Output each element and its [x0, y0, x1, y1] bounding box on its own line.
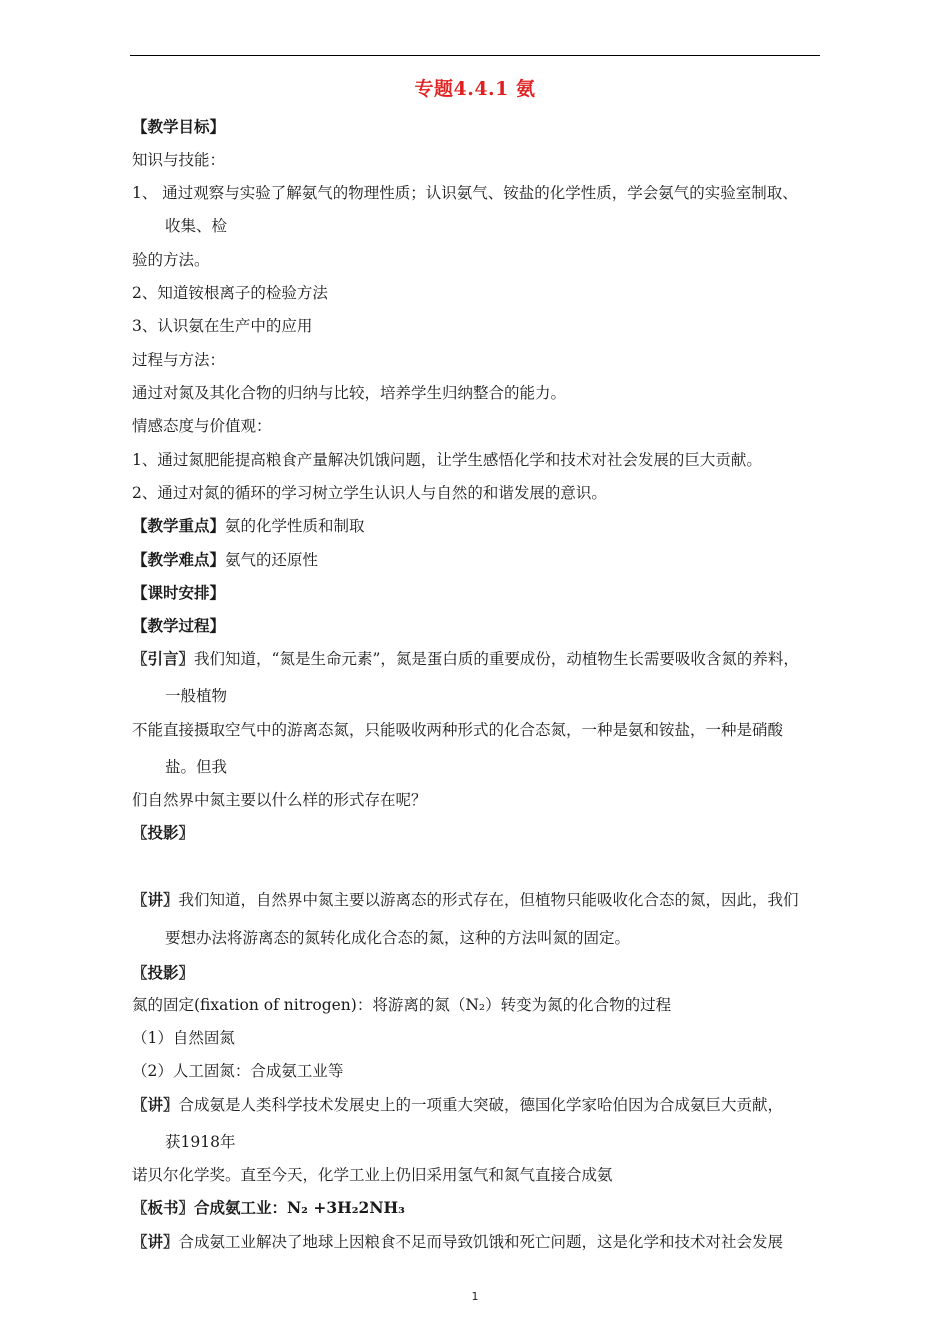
text-line — [132, 1028, 235, 1048]
text-line — [132, 383, 566, 403]
text-line — [132, 649, 799, 669]
text-line — [132, 550, 318, 570]
line-text: 一般植物 — [165, 687, 228, 705]
text-line — [165, 686, 227, 706]
line-text: 盐。但我 — [165, 758, 228, 776]
line-text: 〖投影〗 — [132, 963, 195, 982]
text-line — [132, 416, 272, 436]
line-text: 合成氨是人类科学技术发展史上的一项重大突破，德国化学家哈伯因为合成氨巨大贡献， — [178, 1096, 784, 1114]
text-line — [132, 483, 607, 503]
line-text: 氮的固定(fixation of nitrogen)：将游离的氮（N₂）转变为氮的化合物的过程 — [132, 996, 672, 1014]
text-line — [132, 1165, 613, 1185]
line-text: 知识与技能： — [132, 151, 226, 169]
text-line — [132, 890, 799, 910]
line-text: 2、通过对氮的循环的学习树立学生认识人与自然的和谐发展的意识。 — [132, 484, 607, 502]
section-label: 〖引言〗 — [132, 649, 195, 668]
text-line — [132, 1061, 343, 1081]
line-text: 氨的化学性质和制取 — [225, 517, 365, 535]
line-text: 不能直接摄取空气中的游离态氮，只能吸收两种形式的化合态氮，一种是氨和铵盐，一种是硝酸 — [132, 721, 784, 739]
section-label: 【教学难点】 — [132, 550, 226, 569]
line-text: 们自然界中氮主要以什么样的形式存在呢？ — [132, 791, 427, 809]
text-line — [132, 283, 328, 303]
text-line — [132, 350, 225, 370]
text-line — [132, 790, 427, 810]
line-text: 【教学目标】 — [132, 117, 226, 136]
line-text: 〖投影〗 — [132, 823, 195, 842]
line-text: 我们知道，“氮是生命元素”，氮是蛋白质的重要成份，动植物生长需要吸收含氮的养料， — [194, 650, 799, 668]
line-text: 2、知道铵根离子的检验方法 — [132, 284, 328, 302]
text-line — [132, 150, 225, 170]
text-line — [132, 995, 671, 1015]
text-line — [132, 516, 365, 536]
text-line — [132, 183, 798, 203]
text-line — [132, 583, 225, 603]
page-title: 专题4.4.1 氨 — [414, 78, 536, 100]
line-text: 氨气的还原性 — [225, 551, 319, 569]
page-number: 1 — [471, 1290, 479, 1303]
text-line — [132, 1198, 405, 1218]
line-text: 合成氨工业解决了地球上因粮食不足而导致饥饿和死亡问题，这是化学和技术对社会发展 — [178, 1233, 784, 1251]
line-text: 诺贝尔化学奖。直至今天，化学工业上仍旧采用氢气和氮气直接合成氨 — [132, 1166, 613, 1184]
text-line — [132, 117, 225, 137]
line-text: （2）人工固氮：合成氨工业等 — [132, 1062, 344, 1080]
line-text: 1、 通过观察与实验了解氨气的物理性质；认识氨气、铵盐的化学性质，学会氨气的实验室制取、 — [132, 184, 798, 202]
section-label: 【教学重点】 — [132, 516, 226, 535]
text-line — [132, 720, 783, 740]
text-line — [165, 216, 227, 236]
text-line — [132, 450, 762, 470]
text-line — [132, 616, 225, 636]
text-line — [132, 1095, 783, 1115]
line-text: 过程与方法： — [132, 351, 226, 369]
line-text: 情感态度与价值观： — [132, 417, 272, 435]
section-label: 〖讲〗 — [132, 1232, 179, 1251]
line-text: 验的方法。 — [132, 251, 210, 269]
line-text: 要想办法将游离态的氮转化成化合态的氮，这种的方法叫氮的固定。 — [165, 929, 631, 947]
line-text: 〖板书〗合成氨工业：N₂ +3H₂2NH₃ — [132, 1198, 405, 1217]
line-text: （1）自然固氮 — [132, 1029, 235, 1047]
text-line — [132, 823, 194, 843]
line-text: 1、通过氮肥能提高粮食产量解决饥饿问题，让学生感悟化学和技术对社会发展的巨大贡献。 — [132, 451, 762, 469]
line-text: 3、认识氨在生产中的应用 — [132, 317, 313, 335]
line-text: 通过对氮及其化合物的归纳与比较，培养学生归纳整合的能力。 — [132, 384, 567, 402]
line-text: 获1918年 — [165, 1133, 236, 1151]
text-line — [165, 757, 227, 777]
section-label: 〖讲〗 — [132, 1095, 179, 1114]
line-text: 【教学过程】 — [132, 616, 226, 635]
text-line — [165, 928, 630, 948]
text-line — [165, 1132, 235, 1152]
line-text: 收集、检 — [165, 217, 228, 235]
line-text: 我们知道，自然界中氮主要以游离态的形式存在，但植物只能吸收化合态的氮，因此，我们 — [178, 891, 799, 909]
text-line — [132, 316, 312, 336]
section-label: 〖讲〗 — [132, 890, 179, 909]
text-line — [132, 963, 194, 983]
text-line — [132, 250, 210, 270]
line-text: 【课时安排】 — [132, 583, 226, 602]
header-rule — [130, 55, 820, 56]
text-line — [132, 1232, 783, 1252]
